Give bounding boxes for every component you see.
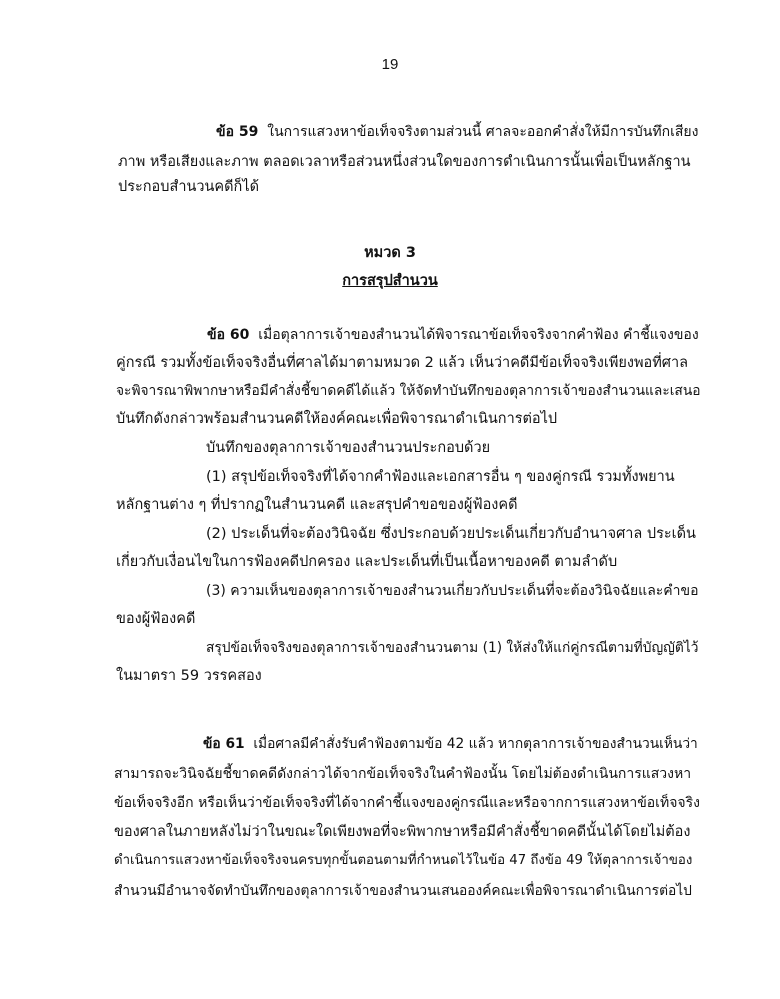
section-59-text-1: ในการแสวงหาข้อเท็จจริงตามส่วนนี้ ศาลจะออกคำสั่งให้มีการบันทึกเสียง bbox=[267, 124, 699, 140]
section-60-line-3: จะพิจารณาพิพากษาหรือมีคำสั่งชี้ขาดคดีได้แล้ว ให้จัดทำบันทึกของตุลาการเจ้าของสำนวนและเสนอ bbox=[116, 383, 701, 399]
chapter-number: หมวด 3 bbox=[364, 245, 416, 261]
page-number: 19 bbox=[381, 56, 399, 73]
section-61-line-5: ดำเนินการแสวงหาข้อเท็จจริงจนครบทุกขั้นตอนตามที่กำหนดไว้ในข้อ 47 ถึงข้อ 49 ให้ตุลาการเจ้าของ bbox=[114, 853, 693, 868]
section-60-text-1: เมื่อตุลาการเจ้าของสำนวนได้พิจารณาข้อเท็จจริงจากคำฟ้อง คำชี้แจงของ bbox=[258, 327, 699, 343]
section-59-line-1 bbox=[216, 121, 698, 143]
section-61-line-6: สำนวนมีอำนาจจัดทำบันทึกของตุลาการเจ้าของสำนวนเสนอองค์คณะเพื่อพิจารณาดำเนินการต่อไป bbox=[114, 883, 692, 899]
section-60-label: ข้อ 60 bbox=[207, 327, 250, 343]
section-60-line-1 bbox=[207, 324, 699, 346]
section-59-label: ข้อ 59 bbox=[216, 124, 259, 140]
section-60-line-4: บันทึกดังกล่าวพร้อมสำนวนคดีให้องค์คณะเพื่อพิจารณาดำเนินการต่อไป bbox=[116, 411, 558, 427]
section-61-text-1: เมื่อศาลมีคำสั่งรับคำฟ้องตามข้อ 42 แล้ว หากตุลาการเจ้าของสำนวนเห็นว่า bbox=[253, 736, 698, 752]
section-60-item-3-line-2: ของผู้ฟ้องคดี bbox=[116, 611, 196, 627]
section-60-item-3-line-1: (3) ความเห็นของตุลาการเจ้าของสำนวนเกี่ยวกับประเด็นที่จะต้องวินิจฉัยและคำขอ bbox=[206, 583, 699, 599]
section-61-label: ข้อ 61 bbox=[203, 736, 245, 752]
section-59-line-3: ประกอบสำนวนคดีก็ได้ bbox=[118, 179, 260, 195]
section-60-line-2: คู่กรณี รวมทั้งข้อเท็จจริงอื่นที่ศาลได้มาตามหมวด 2 แล้ว เห็นว่าคดีมีข้อเท็จจริงเพียงพอที่ศาล bbox=[116, 355, 689, 371]
section-59-line-2: ภาพ หรือเสียงและภาพ ตลอดเวลาหรือส่วนหนึ่งส่วนใดของการดำเนินการนั้นเพื่อเป็นหลักฐาน bbox=[118, 154, 691, 170]
section-60-line-5: บันทึกของตุลาการเจ้าของสำนวนประกอบด้วย bbox=[206, 440, 491, 456]
section-61-line-2: สามารถจะวินิจฉัยชี้ขาดคดีดังกล่าวได้จากข้อเท็จจริงในคำฟ้องนั้น โดยไม่ต้องดำเนินการแสวงหา bbox=[114, 766, 692, 782]
section-61-line-3: ข้อเท็จจริงอีก หรือเห็นว่าข้อเท็จจริงที่ได้จากคำชี้แจงของคู่กรณีและหรือจากการแสวงหาข้อเท็จจริง bbox=[114, 795, 700, 811]
section-60-item-2-line-1: (2) ประเด็นที่จะต้องวินิจฉัย ซึ่งประกอบด้วยประเด็นเกี่ยวกับอำนาจศาล ประเด็น bbox=[206, 526, 696, 542]
section-61-line-4: ของศาลในภายหลังไม่ว่าในขณะใดเพียงพอที่จะพิพากษาหรือมีคำสั่งชี้ขาดคดีนั้นได้โดยไม่ต้อง bbox=[114, 824, 691, 840]
section-61-line-1 bbox=[203, 733, 698, 755]
section-60-summary-line-1: สรุปข้อเท็จจริงของตุลาการเจ้าของสำนวนตาม (1) ให้ส่งให้แก่คู่กรณีตามที่บัญญัติไว้ bbox=[206, 640, 699, 656]
section-60-item-1-line-2: หลักฐานต่าง ๆ ที่ปรากฏในสำนวนคดี และสรุปคำขอของผู้ฟ้องคดี bbox=[116, 497, 518, 513]
section-60-summary-line-2: ในมาตรา 59 วรรคสอง bbox=[116, 668, 262, 684]
chapter-title: การสรุปสำนวน bbox=[342, 273, 438, 289]
section-60-item-1-line-1: (1) สรุปข้อเท็จจริงที่ได้จากคำฟ้องและเอกสารอื่น ๆ ของคู่กรณี รวมทั้งพยาน bbox=[206, 469, 675, 485]
section-60-item-2-line-2: เกี่ยวกับเงื่อนไขในการฟ้องคดีปกครอง และประเด็นที่เป็นเนื้อหาของคดี ตามลำดับ bbox=[116, 554, 618, 570]
